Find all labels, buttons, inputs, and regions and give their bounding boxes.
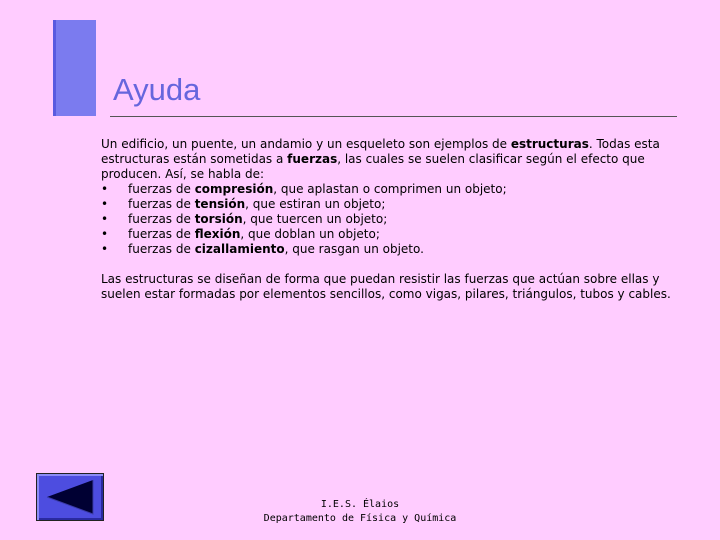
intro-text-2: . Todas esta estructuras están sometidas a [101, 137, 660, 166]
intro-text-3: , las cuales se suelen clasificar según el efecto que producen. Así, se habla de: [101, 152, 645, 181]
item-prefix: fuerzas de [128, 182, 195, 196]
item-description: , que tuercen un objeto; [242, 212, 388, 226]
list-item [101, 242, 691, 257]
list-item [101, 212, 691, 227]
closing-paragraph: Las estructuras se diseñan de forma que puedan resistir las fuerzas que actúan sobre ellas y suelen estar formadas por elementos sencillos, como vigas, pilares, triángulos, tubos y cables. [101, 272, 671, 301]
item-term: flexión [194, 227, 241, 241]
bullet-icon: • [101, 227, 109, 241]
page-title: Ayuda [113, 72, 201, 107]
list-item [101, 227, 691, 242]
title-divider [110, 116, 677, 117]
item-term: cizallamiento [194, 242, 285, 256]
item-prefix: fuerzas de [128, 212, 195, 226]
intro-bold-estructuras: estructuras [510, 137, 589, 151]
intro-bold-fuerzas: fuerzas [287, 152, 338, 166]
footer [240, 498, 480, 526]
item-term: torsión [194, 212, 243, 226]
force-types-list [101, 182, 691, 257]
intro-text-1: Un edificio, un puente, un andamio y un esqueleto son ejemplos de [101, 137, 511, 151]
item-prefix: fuerzas de [128, 227, 195, 241]
item-description: , que rasgan un objeto. [284, 242, 424, 256]
intro-paragraph [101, 137, 691, 182]
help-content [101, 137, 691, 302]
item-description: , que aplastan o comprimen un objeto; [273, 182, 507, 196]
item-prefix: fuerzas de [128, 197, 195, 211]
item-description: , que doblan un objeto; [240, 227, 380, 241]
footer-school: I.E.S. Élaios [320, 499, 400, 510]
bullet-icon: • [101, 212, 109, 226]
item-prefix: fuerzas de [128, 242, 195, 256]
decorative-accent-bar [53, 20, 96, 116]
list-item [101, 197, 691, 212]
list-item [101, 182, 691, 197]
bullet-icon: • [101, 242, 109, 256]
back-button[interactable] [36, 473, 104, 521]
bullet-icon: • [101, 182, 109, 196]
item-description: , que estiran un objeto; [245, 197, 386, 211]
item-term: tensión [194, 197, 246, 211]
footer-department: Departamento de Física y Química [263, 513, 457, 524]
back-arrow-icon [37, 474, 103, 520]
item-term: compresión [194, 182, 274, 196]
bullet-icon: • [101, 197, 109, 211]
